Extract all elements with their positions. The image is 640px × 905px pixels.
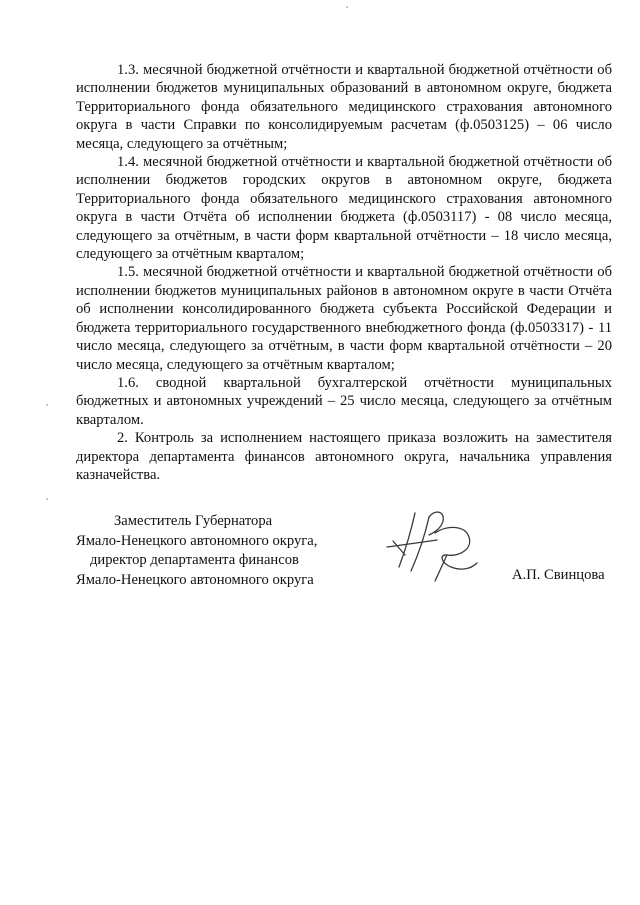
signatory-position	[76, 512, 346, 590]
scan-speck	[46, 404, 48, 406]
paragraph-1-6: 1.6. сводной квартальной бухгалтерской отчётности муниципальных бюджетных и автономных учреждений – 25 число месяца, следующего за отчётным кварталом.	[76, 374, 612, 428]
paragraph-1-5: 1.5. месячной бюджетной отчётности и квартальной бюджетной отчётности об исполнении бюджетов муниципальных районов в автономном округе в части Отчёта об исполнении консолидированного бюджета субъекта Российской Федерации и бюджета территориального государственного внебюджетного фонда (ф.0503317) - 11 число месяца, следующего за отчётным, в части форм квартальной отчётности – 20 число месяца, следующего за отчётным кварталом;	[76, 264, 612, 373]
position-line-4: Ямало-Ненецкого автономного округа	[76, 571, 314, 588]
document-body	[76, 61, 612, 484]
handwritten-signature	[385, 505, 480, 583]
position-line-1: Заместитель Губернатора	[114, 513, 273, 529]
paragraph-1-4: 1.4. месячной бюджетной отчётности и квартальной бюджетной отчётности об исполнении бюджетов городских округов в автономном округе, бюджета Территориального фонда обязательного медицинского страхования автономного округа в части Отчёта об исполнении бюджета (ф.0503117) - 08 число месяца, следующего за отчётным, в части форм квартальной отчётности – 18 число месяца, следующего за отчётным кварталом;	[76, 154, 612, 263]
paragraph-1-3: 1.3. месячной бюджетной отчётности и квартальной бюджетной отчётности об исполнении бюджетов муниципальных образований в автономном округе, бюджета Территориального фонда обязательного медицинского страхования автономного округа в части Справки по консолидируемым расчетам (ф.0503125) – 06 число месяца, следующего за отчётным;	[76, 62, 612, 152]
signer-name: А.П. Свинцова	[512, 567, 605, 583]
position-line-2: Ямало-Ненецкого автономного округа,	[76, 532, 318, 549]
position-line-3: директор департамента финансов	[90, 552, 299, 568]
scan-speck	[346, 6, 348, 8]
scan-speck	[46, 498, 48, 500]
paragraph-2: 2. Контроль за исполнением настоящего приказа возложить на заместителя директора департамента финансов автономного округа, начальника управления казначейства.	[76, 430, 612, 483]
